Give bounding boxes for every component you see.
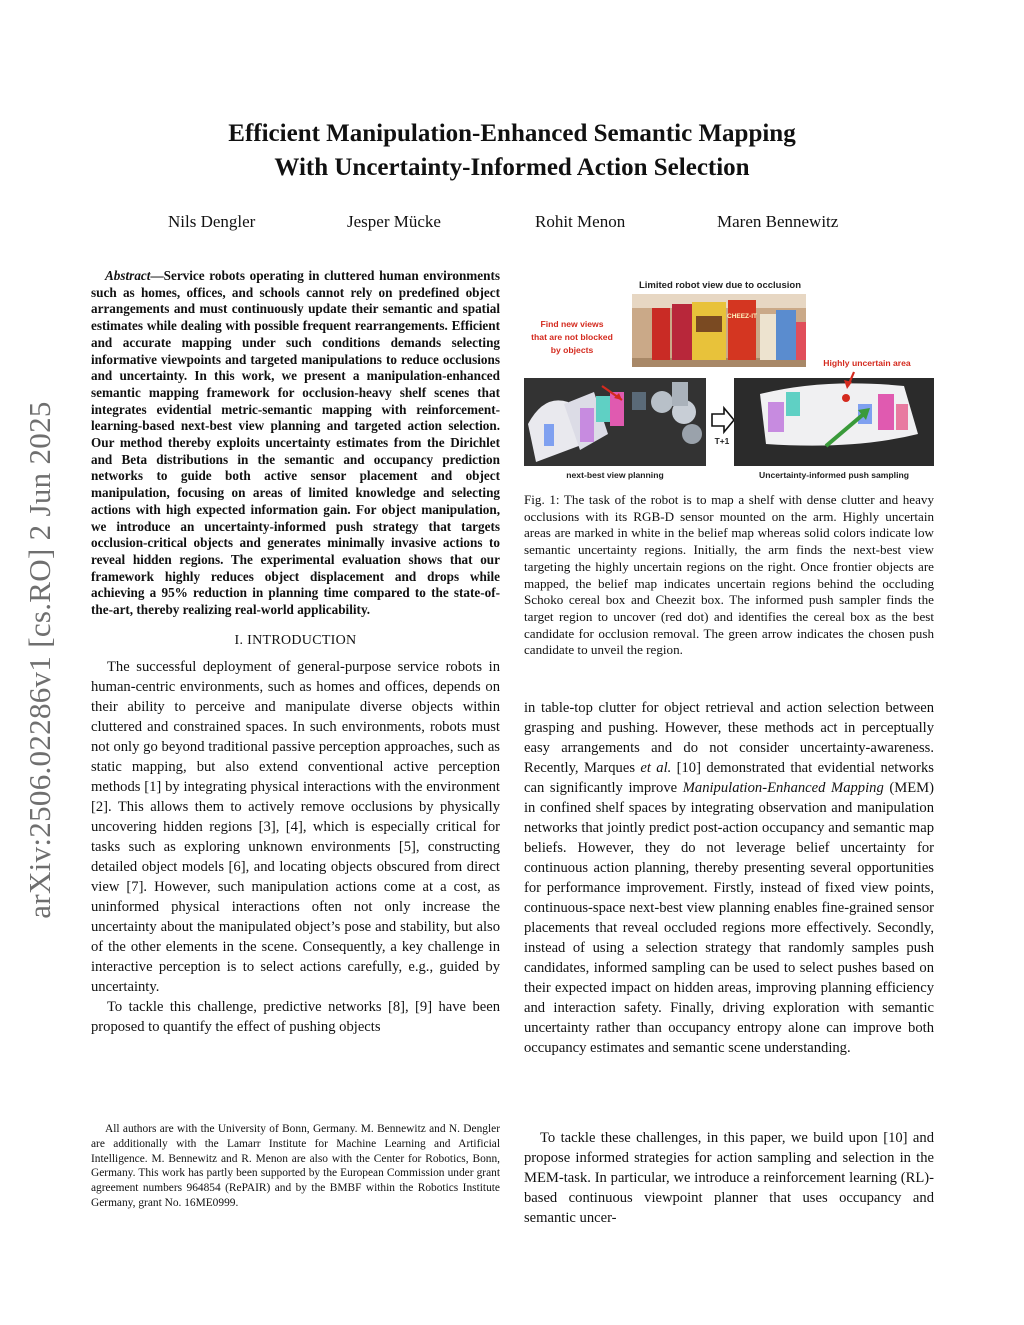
section-title-first-letter: I [247, 632, 253, 648]
push-sampling-panel [734, 372, 934, 466]
figure-1-caption: Fig. 1: The task of the robot is to map a shelf with dense clutter and heavy occlusions with its RGB-D sensor mounted on the arm. Highly uncertain areas are marked in white in the belief map whereas solid colors indicate low semantic uncertainty regions. Initially, the arm finds the next-best view targeting the highly uncertain regions on the right. Once frontier objects are mapped, the belief map indicates uncertain regions behind the occluding Schoko cereal box and Cheezit box. The informed push sampler finds the target region to uncover (red dot) and identifies the cereal box as the best candidate for occlusion removal. The green arrow indicates the chosen push candidate to unveil the region. [524, 492, 934, 658]
title-line-2: With Uncertainty-Informed Action Selection [274, 154, 750, 181]
figure-label-push-sampling: Uncertainty-informed push sampling [759, 470, 909, 480]
arxiv-identifier: arXiv:2506.02286v1 [cs.RO] 2 Jun 2025 [22, 401, 57, 919]
chips-can [652, 308, 670, 360]
right-column-lower [524, 1128, 934, 1228]
section-heading-introduction [91, 633, 500, 649]
arxiv-stamp [10, 380, 70, 940]
author-name: Jesper Mücke [347, 212, 441, 231]
abstract [91, 268, 500, 619]
figure-label-nbv-planning: next-best view planning [566, 470, 664, 480]
author-name: Nils Dengler [168, 212, 256, 231]
paper-title [120, 117, 904, 185]
figure-label-find-views-line-1: Find new views [540, 319, 604, 329]
figure-label-uncertain-area: Highly uncertain area [823, 358, 911, 368]
author-affiliation-footnote: All authors are with the University of Bonn, Germany. M. Bennewitz and N. Dengler are additionally with the Lamarr Institute for Machine Learning and Artificial Intelligence. M. Bennewitz and R. Menon are also with the Center for Robotics, Bonn, Germany. This work has partly been supported by the European Commission under grant agreement numbers 964854 (RePAIR) and by the BMBF within the Robotics Institute Germany, grant No. 16ME0999. [91, 1123, 500, 1209]
title-line-1: Efficient Manipulation-Enhanced Semantic Mapping [228, 120, 796, 147]
abstract-label: Abstract [105, 268, 151, 283]
figure-label-find-views-line-2: that are not blocked [531, 332, 613, 342]
nbv-panel [524, 378, 706, 466]
author-list [0, 212, 1024, 236]
author-name: Rohit Menon [535, 212, 626, 231]
cheezit-box [728, 300, 756, 360]
author-name: Maren Bennewitz [717, 212, 839, 231]
target-red-dot [842, 394, 850, 402]
right-paragraph-1-part-1: in table-top clutter for object retrieval and action selection between grasping and pushing. However, these methods act in perceptually easy arrangements and do not consider uncertainty-awareness. Recently, Marques [524, 700, 934, 776]
figure-label-limited-view: Limited robot view due to occlusion [638, 280, 802, 291]
right-paragraph-1-mem-term: Manipulation-Enhanced Mapping [682, 780, 884, 796]
figure-1-graphic [524, 274, 934, 484]
abstract-text: Service robots operating in cluttered human environments such as homes, offices, and schools cannot rely on predefined object arrangements and must continuously update their semantic and spatial estimates while dealing with possible frequent rearrangements. Efficient and accurate mapping under such conditions demands selecting informative viewpoints and targeted manipulations to reduce occlusions and uncertainty. In this work, we present a manipulation-enhanced semantic mapping framework for occlusion-heavy shelf scenes that integrates evidential metric-semantic mapping with reinforcement-learning-based next-best view planning and targeted action selection. Our method thereby exploits uncertainty estimates from the Dirichlet and Beta distributions in the semantic and occupancy prediction networks to guide both active sensor placement and object manipulation, focusing on areas of limited knowledge and selecting actions with high expected information gain. For object manipulation, we introduce an uncertainty-informed push strategy that targets occlusion-critical objects and generates minimally invasive actions to reveal hidden regions. The experimental evaluation shows that our framework highly reduces object displacement and drops while achieving a 95% reduction in planning time compared to the state-of-the-art, thereby realizing real-world applicability. [91, 268, 500, 618]
shelf-photo [632, 294, 806, 367]
right-paragraph-1-part-2: [10] demonstrated that evidential networks can significantly improve [524, 760, 934, 796]
right-paragraph-2: To tackle these challenges, in this paper, we build upon [10] and propose informed strategies for action sampling and selection in the MEM-task. In particular, we introduce a reinforcement learning (RL)-based continuous viewpoint planner that uses occupancy and semantic uncer- [524, 1130, 934, 1226]
abstract-dash: — [150, 268, 164, 283]
transition-arrow [712, 408, 734, 446]
cheezit-text: CHEEZ-IT [727, 313, 757, 320]
section-number: I. [234, 632, 244, 648]
right-paragraph-1-part-3: (MEM) in confined shelf spaces by integrating observation and manipulation networks that jointly predict post-action occupancy and semantic map beliefs. However, they do not leverage belief uncertainty for continuous action planning, thereby presenting several opportunities for performance improvement. Firstly, instead of fixed view points, continuous-space next-best view planning enables fine-grained sensor placements that reveal occluded regions more effectively. Secondly, instead of using a selection strategy that randomly samples push candidates, informed sampling can be used to select pushes based on their expected impact on hidden areas, improving planning efficiency and interaction safety. Finally, driving exploration with semantic uncertainty rather than occupancy entropy alone can improve both occupancy estimates and semantic scene understanding. [524, 780, 934, 1056]
figure-label-t-plus-1: T+1 [714, 436, 730, 446]
right-column-upper [524, 698, 934, 1058]
figure-1 [524, 274, 934, 484]
section-title-rest: NTRODUCTION [252, 632, 357, 648]
right-paragraph-1-et-al: et al. [640, 760, 672, 776]
right-paragraph-1 [524, 698, 934, 1058]
intro-paragraph-1: The successful deployment of general-purpose service robots in human-centric environments, such as homes and offices, depends on their ability to perceive and manipulate diverse objects within cluttered and constrained spaces. In such environments, robots must not only go beyond traditional passive perception approaches, such as static mapping, but also extend conventional active perception methods [1] by integrating physical interactions with the environment [2]. This allows them to actively remove occlusions by physically uncovering hidden regions [3], [4], which is especially critical for tasks such as exploring unknown environments [5], constructing detailed object models [6], and locating objects obscured from direct view [7]. However, such manipulation actions come at a cost, as uninformed physical interactions often not only increase the uncertainty about the manipulated object’s pose and stability, but also of the other elements in the scene. Consequently, a key challenge in interactive perception is to select actions carefully, e.g., guided by uncertainty. [91, 658, 500, 995]
left-column [91, 268, 500, 1037]
intro-paragraph-2: To tackle this challenge, predictive networks [8], [9] have been proposed to quantify the effect of pushing objects [91, 998, 500, 1035]
figure-label-find-views-line-3: by objects [550, 345, 594, 355]
